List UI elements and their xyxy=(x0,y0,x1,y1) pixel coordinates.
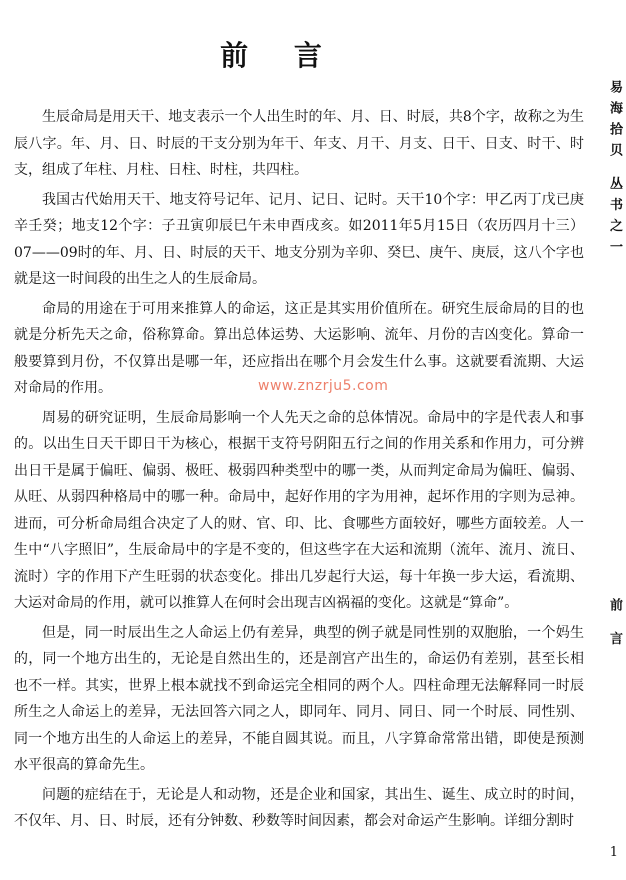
side-series-header: 易海拾贝 丛书之一 xyxy=(607,80,622,261)
paragraph-1: 生辰命局是用天干、地支表示一个人出生时的年、月、日、时辰，共8个字，故称之为生辰八字。年、月、日、时辰的干支分别为年干、年支、月干、月支、日干、日支、时干、时支，组成了年柱、月柱、日柱、时柱，共四柱。 xyxy=(14,109,584,178)
page-title: 前 言 xyxy=(220,39,340,72)
paragraph-5: 但是，同一时辰出生之人命运上仍有差异，典型的例子就是同性别的双胞胎，一个妈生的，同一个地方出生的，无论是自然出生的，还是剖宫产出生的，命运仍有差别，甚至长相也不一样。其实，世界上根本就找不到命运完全相同的两个人。四柱命理无法解释同一时辰所生之人命运上的差异，无法回答六同之人，即同年、同月、同日、同一个时辰、同性别、同一个地方出生的人命运上的差异，不能自圆其说。而且，八字算命常常出错，即使是预测水平很高的算命先生。 xyxy=(14,624,584,773)
body-text xyxy=(14,104,584,838)
paragraph-4: 周易的研究证明，生辰命局影响一个人先天之命的总体情况。命局中的字是代表人和事的。以出生日天干即日干为核心，根据干支符号阴阳五行之间的作用关系和作用力，可分辨出日干是属于偏旺、偏弱、极旺、极弱四种类型中的哪一类，从而判定命局为偏旺、偏弱、从旺、从弱四种格局中的哪一种。命局中，起好作用的字为用神，起坏作用的字则为忌神。进而，可分析命局组合决定了人的财、官、印、比、食哪些方面较好，哪些方面较差。人一生中“八字照旧”，生辰命局中的字是不变的，但这些字在大运和流期（流年、流月、流日、流时）字的作用下产生旺弱的状态变化。排出几岁起行大运，每十年换一步大运，看流期、大运对命局的作用，就可以推算人在何时会出现吉凶祸福的变化。这就是“算命”。 xyxy=(14,409,584,611)
side-section-label: 前 言 xyxy=(607,598,622,653)
paragraph-6: 问题的症结在于，无论是人和动物，还是企业和国家，其出生、诞生、成立时的时间，不仅年、月、日、时辰，还有分钟数、秒数等时间因素，都会对命运产生影响。详细分割时 xyxy=(14,786,584,829)
page-number: 1 xyxy=(609,845,618,860)
paragraph-2: 我国古代始用天干、地支符号记年、记月、记日、记时。天干10个字：甲乙丙丁戊已庚辛壬癸；地支12个字：子丑寅卯辰巳午未申酉戌亥。如2011年5月15日（农历四月十三）07——09时的年、月、日、时辰的天干、地支分别为辛卯、癸巳、庚午、庚辰，这八个字也就是这一时间段的出生之人的生辰命局。 xyxy=(14,191,584,287)
watermark: www.znzrju5.com xyxy=(258,378,389,394)
paragraph-3: 命局的用途在于可用来推算人的命运，这正是其实用价值所在。研究生辰命局的目的也就是分析先天之命，俗称算命。算出总体运势、大运影响、流年、月份的吉凶变化。算命一般要算到月份，不仅算出是哪一年，还应指出在哪个月会发生什么事。这就要看流期、大运对命局的作用。 xyxy=(14,300,584,396)
